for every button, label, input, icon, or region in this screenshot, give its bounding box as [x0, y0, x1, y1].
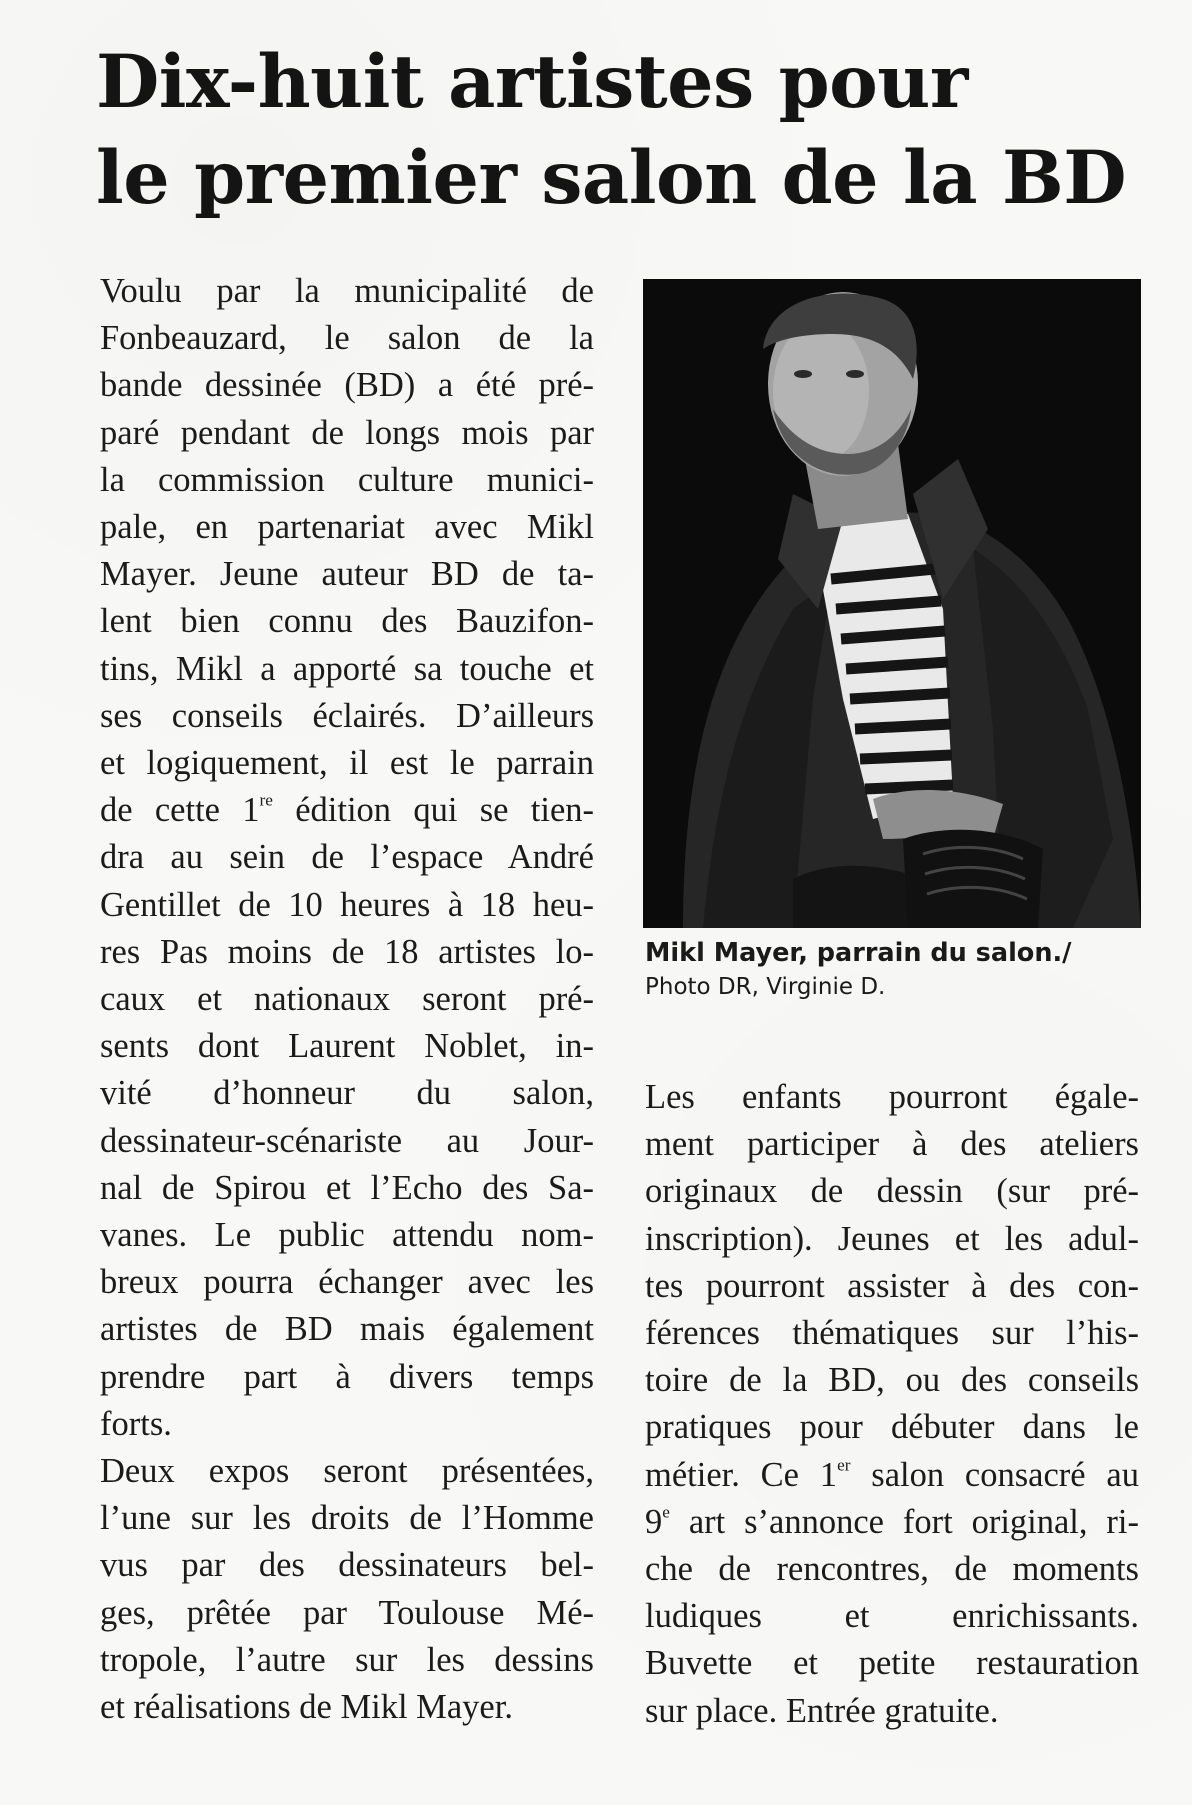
text-line: inscription). Jeunes et les adul- — [645, 1219, 1139, 1258]
caption-credit: Photo DR, Virginie D. — [645, 974, 886, 1000]
text-line: Fonbeauzard, le salon de la — [100, 319, 594, 358]
text-line: forts. — [100, 1404, 172, 1443]
portrait-illustration — [643, 279, 1141, 928]
headline — [96, 34, 1136, 226]
text-line: ludiques et enrichissants. — [645, 1597, 1139, 1636]
text-line: férences thématiques sur l’his- — [645, 1314, 1139, 1353]
text-line: nal de Spirou et l’Echo des Sa- — [100, 1168, 594, 1207]
left-paragraph-1 — [100, 268, 594, 1448]
text-fragment: édition qui se tien- — [272, 791, 594, 830]
text-line: ses conseils éclairés. D’ailleurs — [100, 696, 594, 735]
right-paragraph-1 — [645, 1074, 1139, 1735]
text-fragment: de cette 1 — [100, 791, 260, 830]
headline-line-2: le premier salon de la BD — [96, 135, 1126, 221]
text-line: Mayer. Jeune auteur BD de ta- — [100, 555, 594, 594]
text-fragment: art s’annonce fort original, ri- — [669, 1502, 1139, 1541]
caption-title: Mikl Mayer, parrain du salon./ — [645, 938, 1072, 968]
text-line — [645, 1452, 1139, 1499]
text-line: toire de la BD, ou des conseils — [645, 1361, 1139, 1400]
text-line: pratiques pour débuter dans le — [645, 1408, 1139, 1447]
text-line: Les enfants pourront égale- — [645, 1078, 1139, 1116]
text-line: la commission culture munici- — [100, 460, 594, 499]
text-line: et logiquement, il est le parrain — [100, 744, 594, 783]
text-line: Deux expos seront présentées, — [100, 1452, 594, 1491]
right-column — [645, 1074, 1139, 1735]
text-line — [645, 1499, 1139, 1546]
text-line: dra au sein de l’espace André — [100, 838, 594, 877]
text-line: tins, Mikl a apporté sa touche et — [100, 649, 594, 688]
text-line: originaux de dessin (sur pré- — [645, 1172, 1139, 1211]
text-line: et réalisations de Mikl Mayer. — [100, 1688, 513, 1727]
portrait-photo — [643, 279, 1141, 928]
headline-line-1: Dix-huit artistes pour — [96, 39, 968, 125]
photo-caption — [645, 936, 1145, 1004]
text-fragment: 9 — [645, 1502, 663, 1541]
text-fragment: salon consacré au — [850, 1455, 1139, 1494]
text-line: paré pendant de longs mois par — [100, 413, 594, 452]
left-paragraph-2 — [100, 1448, 594, 1731]
text-line: prendre part à divers temps — [100, 1357, 594, 1396]
text-line: Voulu par la municipalité de — [100, 272, 594, 310]
text-line: dessinateur-scénariste au Jour- — [100, 1121, 594, 1160]
text-line: caux et nationaux seront pré- — [100, 980, 594, 1019]
ordinal-superscript: er — [837, 1455, 851, 1475]
text-line: vus par des dessinateurs bel- — [100, 1546, 594, 1585]
text-line: vité d’honneur du salon, — [100, 1074, 594, 1113]
text-line: ment participer à des ateliers — [645, 1125, 1139, 1164]
text-line: tropole, l’autre sur les dessins — [100, 1640, 594, 1679]
left-column — [100, 268, 594, 1731]
text-line: artistes de BD mais également — [100, 1310, 594, 1349]
text-line: lent bien connu des Bauzifon- — [100, 602, 594, 641]
text-line: sur place. Entrée gratuite. — [645, 1691, 999, 1730]
text-line — [100, 787, 594, 834]
text-line: che de rencontres, de moments — [645, 1550, 1139, 1589]
text-line: sents dont Laurent Noblet, in- — [100, 1027, 594, 1066]
text-line: tes pourront assister à des con- — [645, 1266, 1139, 1305]
ordinal-superscript: re — [259, 790, 273, 810]
text-line: Gentillet de 10 heures à 18 heu- — [100, 885, 594, 924]
text-line: ges, prêtée par Toulouse Mé- — [100, 1593, 594, 1632]
ordinal-superscript: e — [662, 1502, 670, 1522]
text-line: pale, en partenariat avec Mikl — [100, 508, 594, 547]
text-line: Buvette et petite restauration — [645, 1644, 1139, 1683]
text-line: vanes. Le public attendu nom- — [100, 1216, 594, 1255]
text-line: res Pas moins de 18 artistes lo- — [100, 932, 594, 971]
text-line: l’une sur les droits de l’Homme — [100, 1499, 594, 1538]
text-line: bande dessinée (BD) a été pré- — [100, 366, 594, 405]
text-line: breux pourra échanger avec les — [100, 1263, 594, 1302]
text-fragment: métier. Ce 1 — [645, 1455, 838, 1494]
